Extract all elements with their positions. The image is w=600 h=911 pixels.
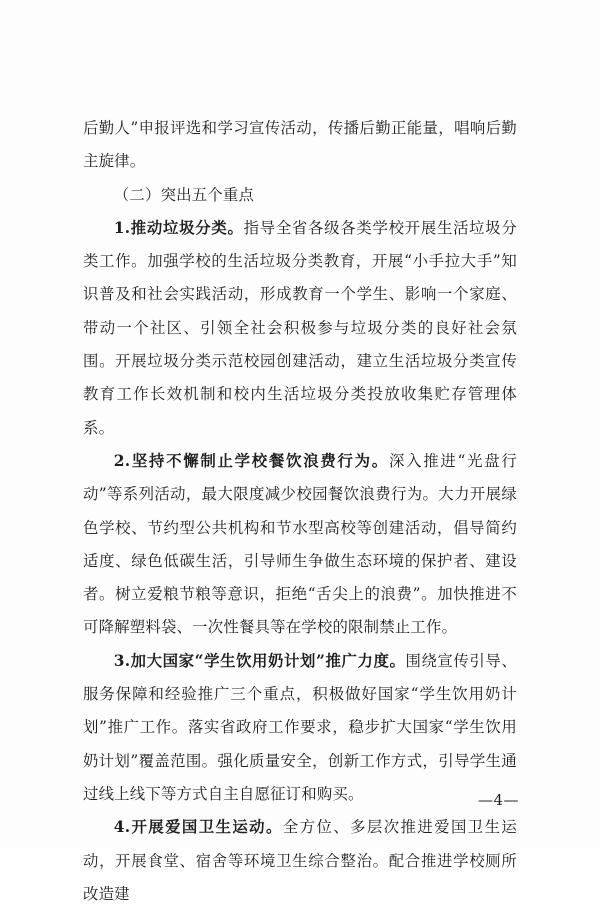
item-title: 2.坚持不懈制止学校餐饮浪费行为。 <box>113 451 389 470</box>
item-body: 全方位、多层次推进爱国卫生运动，开展食堂、宿舍等环境卫生综合整治。配合推进学校厕所改造建 <box>83 818 517 903</box>
item-paragraph-4 <box>83 811 517 911</box>
item-paragraph-3 <box>83 645 520 811</box>
item-body: 围绕宣传引导、服务保障和经验推广三个重点，积极做好国家“学生饮用奶计划”推广工作。落实省政府工作要求，稳步扩大国家“学生饮用奶计划”覆盖范围。强化质量安全，创新工作方式，引导学生通过线上线下等方式自主自愿征订和购买。 <box>83 651 517 803</box>
document-body <box>83 112 520 911</box>
item-title: 4.开展爱国卫生运动。 <box>113 818 283 837</box>
section-heading: （二）突出五个重点 <box>113 185 255 204</box>
item-title: 3.加大国家“学生饮用奶计划”推广力度。 <box>113 651 406 670</box>
item-paragraph-2 <box>83 445 517 645</box>
page-number: —4— <box>478 791 520 809</box>
item-paragraph-1 <box>83 212 517 445</box>
item-body: 深入推进“光盘行动”等系列活动，最大限度减少校园餐饮浪费行为。大力开展绿色学校、节约型公共机构和节水型高校等创建活动，倡导简约适度、绿色低碳生活，引导师生争做生态环境的保护者、建设者。树立爱粮节粮等意识，拒绝“舌尖上的浪费”。加快推进不可降解塑料袋、一次性餐具等在学校的限制禁止工作。 <box>83 451 518 637</box>
item-body: 指导全省各级各类学校开展生活垃圾分类工作。加强学校的生活垃圾分类教育，开展“小手拉大手”知识普及和社会实践活动，形成教育一个学生、影响一个家庭、带动一个社区、引领全社会积极参与垃圾分类的良好社会氛围。开展垃圾分类示范校园创建活动，建立生活垃圾分类宣传教育工作长效机制和校内生活垃圾分类投放收集贮存管理体系。 <box>83 218 517 437</box>
item-title: 1.推动垃圾分类。 <box>113 218 244 237</box>
continuation-paragraph: 后勤人”申报评选和学习宣传活动，传播后勤正能量，唱响后勤主旋律。 <box>83 119 517 171</box>
